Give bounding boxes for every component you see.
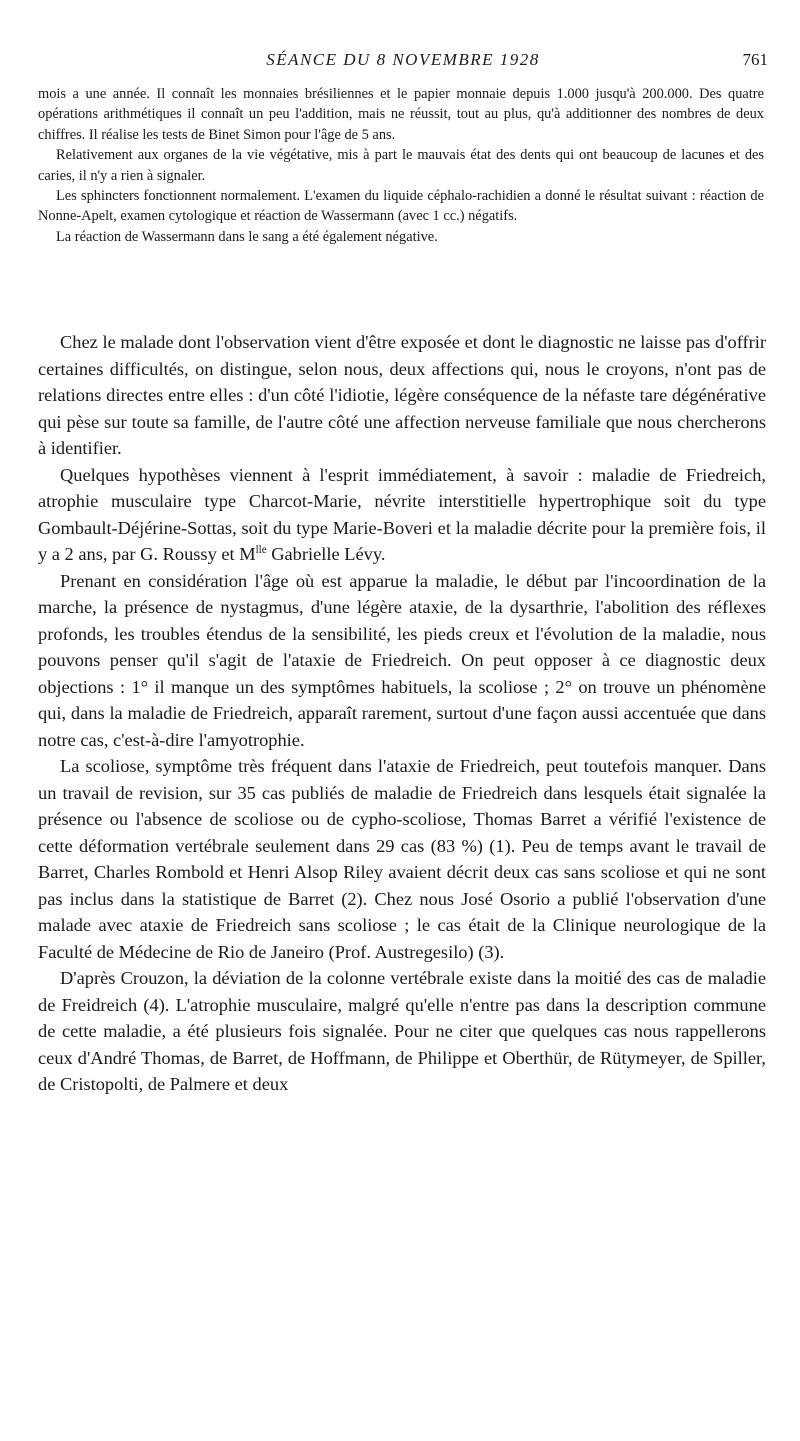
page-header [38, 50, 768, 74]
discussion-text [38, 329, 766, 1098]
running-title: SÉANCE DU 8 NOVEMBRE 1928 [266, 50, 540, 69]
body-text-run: Gabrielle Lévy. [266, 544, 386, 564]
small-paragraph: Relativement aux organes de la vie végétative, mis à part le mauvais état des dents qui ont beaucoup de lacunes et des caries, il n'y a rien à signaler. [38, 147, 764, 184]
body-paragraph: Prenant en considération l'âge où est apparue la maladie, le début par l'incoordination de la marche, la présence de nystagmus, d'une légère ataxie, de la dysarthrie, l'abolition des réflexes profonds, les troubles étendus de la sensibilité, les pieds creux et l'évolution de la maladie, nous pouvons penser qu'il s'agit de l'ataxie de Friedreich. On peut opposer à ce diagnostic deux objections : 1° il manque un des symptômes habituels, la scoliose ; 2° on trouve un phénomène qui, dans la maladie de Friedreich, apparaît rarement, surtout d'une façon aussi accentuée que dans notre cas, c'est-à-dire l'amyotrophie. [38, 570, 766, 750]
body-paragraph [38, 462, 766, 568]
body-paragraph: Chez le malade dont l'observation vient d'être exposée et dont le diagnostic ne laisse pas d'offrir certaines difficultés, on distingue, selon nous, deux affections qui, nous le croyons, n'ont pas de relations directes entre elles : d'un côté l'idiotie, légère conséquence de la néfaste tare dégénérative qui pèse sur toute sa famille, de l'autre côté une affection nerveuse familiale que nous chercherons à identifier. [38, 332, 766, 458]
page-number: 761 [742, 50, 768, 69]
small-paragraph: mois a une année. Il connaît les monnaies brésiliennes et le papier monnaie depuis 1.000 jusqu'à 200.000. Des quatre opérations arithmétiques il connaît un peu l'addition, mais ne réussit, tout au plus, qu'à additionner des nombres de deux chiffres. Il réalise les tests de Binet Simon pour l'âge de 5 ans. [38, 86, 764, 143]
body-text-run: Quelques hypothèses viennent à l'esprit immédiatement, à savoir : maladie de Friedreich, atrophie musculaire type Charcot-Marie, névrite interstitielle hypertrophique soit du type Gombault-Déjérine-Sottas, soit du type Marie-Boveri et la maladie décrite pour la première fois, il y a 2 ans, par G. Roussy et M [38, 464, 766, 564]
small-paragraph: La réaction de Wassermann dans le sang a été également négative. [56, 228, 438, 245]
small-paragraph: Les sphincters fonctionnent normalement. L'examen du liquide céphalo-rachidien a donné le résultat suivant : réaction de Nonne-Apelt, examen cytologique et réaction de Wassermann (avec 1 cc.) négatifs. [38, 188, 764, 225]
body-paragraph: D'après Crouzon, la déviation de la colonne vertébrale existe dans la moitié des cas de maladie de Freidreich (4). L'atrophie musculaire, malgré qu'elle n'entre pas dans la description commune de cette maladie, a été plusieurs fois signalée. Pour ne citer que quelques cas nous rappellerons ceux d'André Thomas, de Barret, de Hoffmann, de Philippe et Oberthür, de Rütymeyer, de Spiller, de Cristopolti, de Palmere et deux [38, 968, 766, 1094]
body-paragraph: La scoliose, symptôme très fréquent dans l'ataxie de Friedreich, peut toutefois manquer. Dans un travail de revision, sur 35 cas publiés de maladie de Friedreich dans lesquels était signalée la présence ou l'absence de scoliose ou de cypho-scoliose, Thomas Barret a vérifié l'existence de cette déformation vertébrale seulement dans 29 cas (83 %) (1). Peu de temps avant le travail de Barret, Charles Rombold et Henri Alsop Riley avaient décrit deux cas sans scoliose et qui ne sont pas inclus dans la statistique de Barret (2). Chez nous José Osorio a publié l'observation d'une malade avec ataxie de Friedreich sans scoliose ; le cas était de la Clinique neurologique de la Faculté de Médecine de Rio de Janeiro (Prof. Austregesilo) (3). [38, 756, 766, 962]
superscript: lle [255, 543, 267, 556]
observation-text [38, 84, 764, 247]
